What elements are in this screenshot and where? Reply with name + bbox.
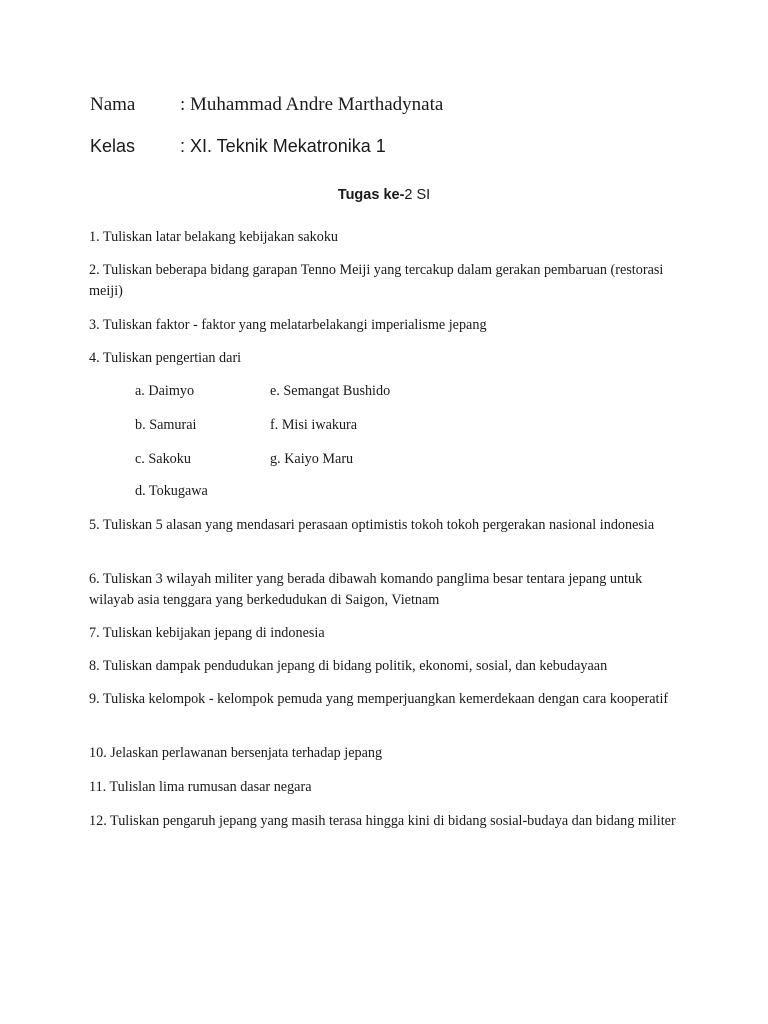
question-8: 8. Tuliskan dampak pendudukan jepang di bidang politik, ekonomi, sosial, dan kebudayaan bbox=[89, 658, 608, 674]
subitem-e: e. Semangat Bushido bbox=[270, 383, 391, 399]
question-1: 1. Tuliskan latar belakang kebijakan sakoku bbox=[89, 229, 339, 245]
question-9: 9. Tuliska kelompok - kelompok pemuda yang memperjuangkan kemerdekaan dengan cara kooperatif bbox=[89, 691, 669, 707]
task-title-number: 2 SI bbox=[404, 187, 431, 203]
task-title bbox=[0, 187, 768, 203]
name-label: Nama bbox=[90, 94, 136, 115]
subitem-b: b. Samurai bbox=[135, 417, 197, 433]
subitem-a: a. Daimyo bbox=[135, 383, 195, 399]
question-6: 6. Tuliskan 3 wilayah militer yang berada dibawah komando panglima besar tentara jepang untuk wilayab asia tenggara yang berkedudukan di Saigon, Vietnam bbox=[89, 571, 643, 608]
question-7: 7. Tuliskan kebijakan jepang di indonesia bbox=[89, 625, 325, 641]
task-title-bold: Tugas ke- bbox=[337, 187, 405, 203]
subitem-d: d. Tokugawa bbox=[135, 483, 208, 499]
name-row bbox=[90, 94, 443, 116]
subitem-f: f. Misi iwakura bbox=[270, 417, 358, 433]
class-row bbox=[90, 136, 386, 157]
question-2: 2. Tuliskan beberapa bidang garapan Tenno Meiji yang tercakup dalam gerakan pembaruan (restorasi meiji) bbox=[89, 262, 664, 299]
class-value: : XI. Teknik Mekatronika 1 bbox=[180, 136, 386, 156]
question-4: 4. Tuliskan pengertian dari bbox=[89, 350, 242, 366]
question-5: 5. Tuliskan 5 alasan yang mendasari perasaan optimistis tokoh tokoh pergerakan nasional indonesia bbox=[89, 517, 655, 533]
question-10: 10. Jelaskan perlawanan bersenjata terhadap jepang bbox=[89, 745, 383, 761]
subitem-g: g. Kaiyo Maru bbox=[270, 451, 354, 467]
question-3: 3. Tuliskan faktor - faktor yang melatarbelakangi imperialisme jepang bbox=[89, 317, 487, 333]
class-label: Kelas bbox=[90, 136, 136, 156]
subitem-c: c. Sakoku bbox=[135, 451, 191, 467]
question-11: 11. Tulislan lima rumusan dasar negara bbox=[89, 779, 312, 795]
question-12: 12. Tuliskan pengaruh jepang yang masih terasa hingga kini di bidang sosial-budaya dan bidang militer bbox=[89, 813, 676, 829]
name-value: : Muhammad Andre Marthadynata bbox=[180, 94, 444, 115]
